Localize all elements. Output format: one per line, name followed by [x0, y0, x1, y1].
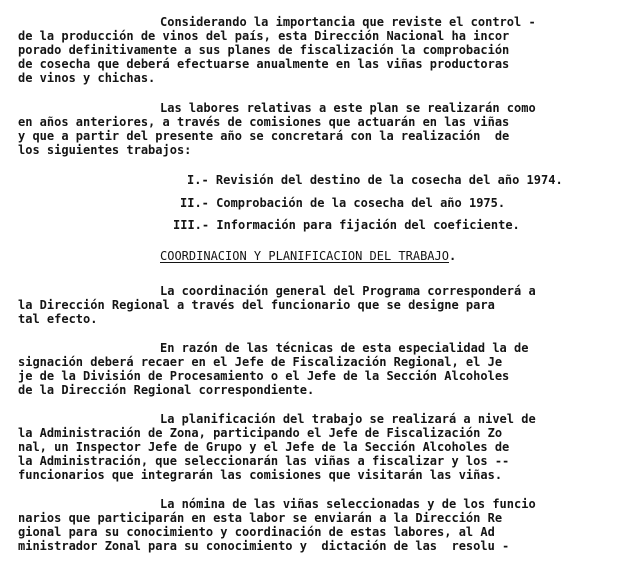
- paragraph-2-line-3: y que a partir del presente año se concretará con la realización de: [18, 129, 510, 143]
- list-item-2: II.- Comprobación de la cosecha del año 1975.: [180, 196, 506, 210]
- paragraph-2-line-1: Las labores relativas a este plan se realizarán como: [160, 101, 536, 115]
- list-item-1: I.- Revisión del destino de la cosecha del año 1974.: [187, 173, 563, 187]
- paragraph-1-line-2: de la producción de vinos del país, esta Dirección Nacional ha incor: [18, 29, 510, 43]
- paragraph-5-line-5: funcionarios que integrarán las comisiones que visitarán las viñas.: [18, 468, 503, 482]
- paragraph-6-line-4: ministrador Zonal para su conocimiento y dictación de las resolu -: [18, 539, 510, 553]
- paragraph-4-line-2: signación deberá recaer en el Jefe de Fiscalización Regional, el Je: [18, 355, 503, 369]
- paragraph-6-line-1: La nómina de las viñas seleccionadas y de los funcio: [160, 497, 536, 511]
- paragraph-4-line-4: de la Dirección Regional correspondiente.: [18, 383, 315, 397]
- paragraph-6-line-2: narios que participarán en esta labor se enviarán a la Dirección Re: [18, 511, 503, 525]
- paragraph-4-line-1: En razón de las técnicas de esta especialidad la de: [160, 341, 529, 355]
- section-heading-period: .: [448, 249, 457, 263]
- paragraph-3-line-3: tal efecto.: [18, 312, 98, 326]
- list-item-3: III.- Información para fijación del coeficiente.: [173, 218, 520, 232]
- paragraph-3-line-1: La coordinación general del Programa corresponderá a: [160, 284, 536, 298]
- paragraph-3-line-2: la Dirección Regional a través del funcionario que se designe para: [18, 298, 495, 312]
- paragraph-5-line-1: La planificación del trabajo se realizará a nivel de: [160, 412, 536, 426]
- paragraph-2-line-4: los siguientes trabajos:: [18, 143, 192, 157]
- paragraph-6-line-3: gional para su conocimiento y coordinación de estas labores, al Ad: [18, 525, 495, 539]
- paragraph-5-line-3: nal, un Inspector Jefe de Grupo y el Jefe de la Sección Alcoholes de: [18, 440, 510, 454]
- paragraph-1-line-4: de cosecha que deberá efectuarse anualmente en las viñas productoras: [18, 57, 510, 71]
- paragraph-1-line-5: de vinos y chichas.: [18, 71, 156, 85]
- paragraph-1-line-3: porado definitivamente a sus planes de fiscalización la comprobación: [18, 43, 510, 57]
- paragraph-5-line-2: la Administración de Zona, participando el Jefe de Fiscalización Zo: [18, 426, 503, 440]
- paragraph-5-line-4: la Administración, que seleccionarán las viñas a fiscalizar y los --: [18, 454, 510, 468]
- paragraph-1-line-1: Considerando la importancia que reviste el control -: [160, 15, 536, 29]
- paragraph-4-line-3: je de la División de Procesamiento o el Jefe de la Sección Alcoholes: [18, 369, 510, 383]
- paragraph-2-line-2: en años anteriores, a través de comisiones que actuarán en las viñas: [18, 115, 510, 129]
- section-heading: [160, 249, 456, 263]
- section-heading-text: COORDINACION Y PLANIFICACION DEL TRABAJO: [160, 249, 449, 263]
